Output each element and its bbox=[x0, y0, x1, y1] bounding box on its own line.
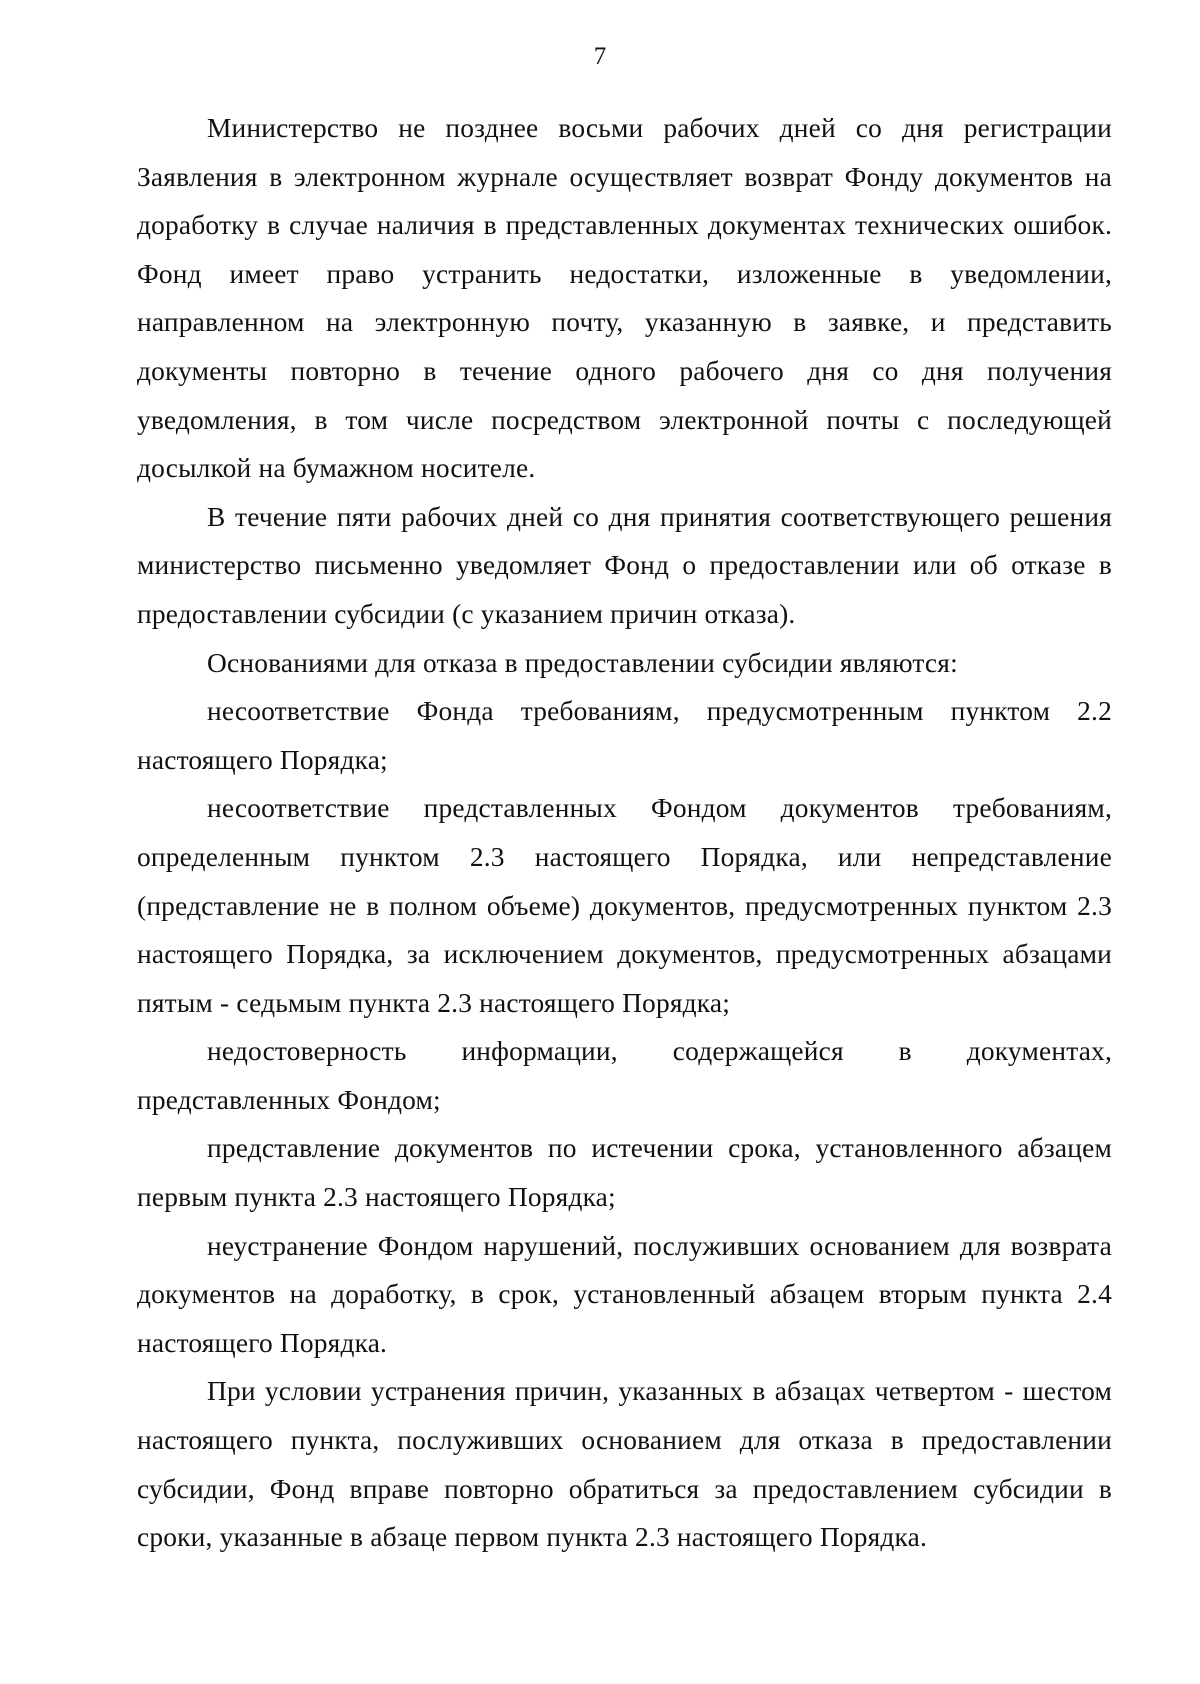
paragraph-decision-notice: В течение пяти рабочих дней со дня принятия соответствующего решения министерство письменно уведомляет Фонд о предоставлении или об отказе в предоставлении субсидии (с указанием причин отказа). bbox=[137, 501, 1112, 629]
paragraph-reapplication: При условии устранения причин, указанных в абзацах четвертом - шестом настоящего пункта, послуживших основанием для отказа в предоставлении субсидии, Фонд вправе повторно обратиться за предоставлением субсидии в сроки, указанные в абзаце первом пункта 2.3 настоящего Порядка. bbox=[137, 1376, 1112, 1553]
paragraph-refusal-ground-documents: несоответствие представленных Фондом документов требованиям, определенным пунктом 2.3 настоящего Порядка, или непредставление (представление не в полном объеме) документов, предусмотренных пунктом 2.3 настоящего Порядка, за исключением документов, предусмотренных абзацами пятым - седьмым пункта 2.3 настоящего Порядка; bbox=[137, 793, 1112, 1018]
paragraph-document-return: Министерство не позднее восьми рабочих дней со дня регистрации Заявления в электронном журнале осуществляет возврат Фонду документов на доработку в случае наличия в представленных документах технических ошибок. Фонд имеет право устранить недостатки, изложенные в уведомлении, направленном на электронную почту, указанную в заявке, и представить документы повторно в течение одного рабочего дня со дня получения уведомления, в том числе посредством электронной почты с последующей досылкой на бумажном носителе. bbox=[137, 113, 1112, 484]
paragraph-refusal-grounds-heading: Основаниями для отказа в предоставлении субсидии являются: bbox=[207, 647, 958, 678]
page-number: 7 bbox=[593, 43, 607, 70]
document-body bbox=[137, 104, 1112, 1562]
paragraph-refusal-ground-unresolved-violations: неустранение Фондом нарушений, послуживших основанием для возврата документов на доработку, в срок, установленный абзацем вторым пункта 2.4 настоящего Порядка. bbox=[137, 1230, 1112, 1358]
paragraph-refusal-ground-unreliable-info: недостоверность информации, содержащейся в документах, представленных Фондом; bbox=[137, 1036, 1112, 1115]
paragraph-refusal-ground-late-submission: представление документов по истечении срока, установленного абзацем первым пункта 2.3 настоящего Порядка; bbox=[137, 1133, 1112, 1213]
paragraph-refusal-ground-requirements: несоответствие Фонда требованиям, предусмотренным пунктом 2.2 настоящего Порядка; bbox=[137, 696, 1112, 775]
